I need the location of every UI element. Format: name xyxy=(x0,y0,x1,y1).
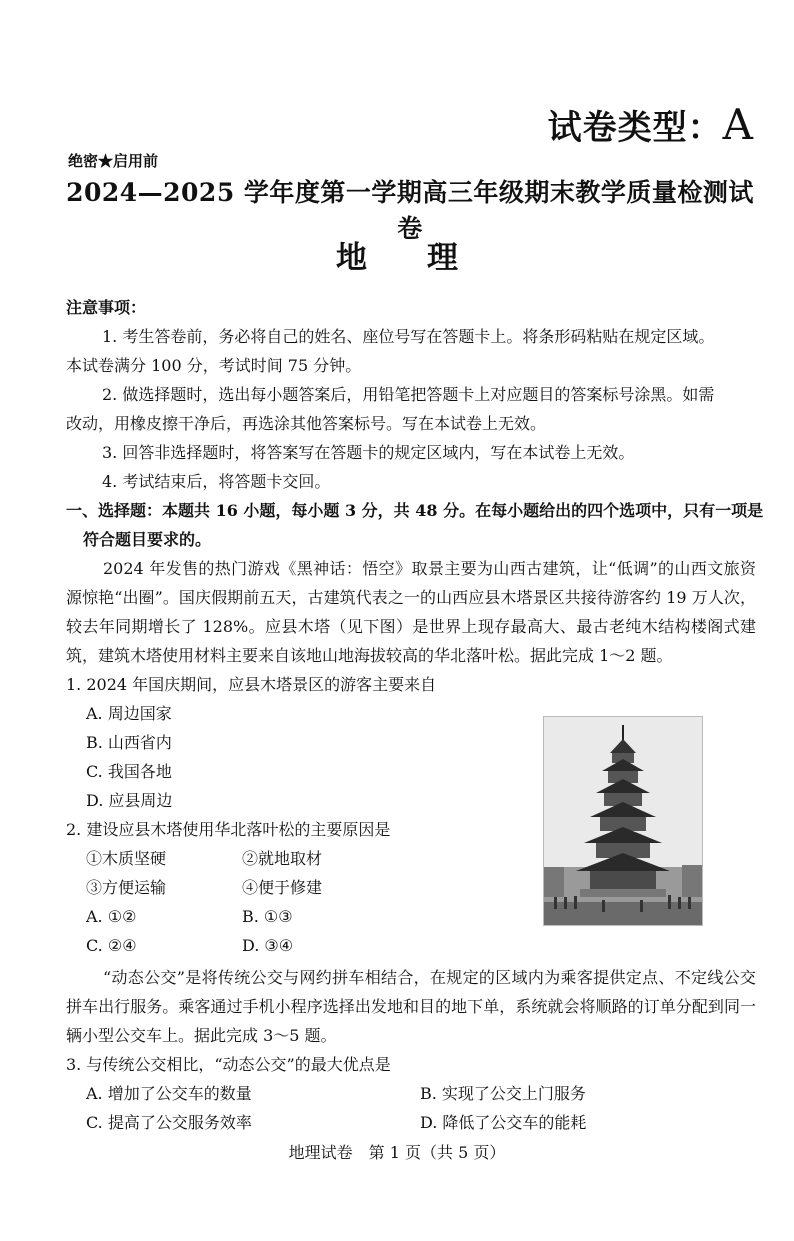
notice-item-3: 3. 回答非选择题时，将答案写在答题卡的规定区域内，写在本试卷上无效。 xyxy=(102,443,635,462)
q2-option-a: A. ①② xyxy=(86,907,137,926)
question-1-stem: 1. 2024 年国庆期间，应县木塔景区的游客主要来自 xyxy=(66,675,437,694)
q2-option-d: D. ③④ xyxy=(242,936,294,955)
page-footer: 地理试卷 第 1 页（共 5 页） xyxy=(288,1143,506,1162)
q1-option-d: D. 应县周边 xyxy=(86,791,173,810)
subject-title: 地理 xyxy=(336,240,518,276)
passage-1: 2024 年发售的热门游戏《黑神话：悟空》取景主要为山西古建筑，让“低调”的山西文旅资源惊艳“出圈”。国庆假期前五天，古建筑代表之一的山西应县木塔景区共接待游客约 19 万人次，较去年同期增长了 128%。应县木塔（见下图）是世界上现存最高大、最古老纯木结构楼阁式建筑，建筑木塔使用材料主要来自该地山地海拔较高的华北落叶松。据此完成 1～2 题。 xyxy=(66,559,756,665)
q2-option-b: B. ①③ xyxy=(242,907,293,926)
section-heading-cont: 符合题目要求的。 xyxy=(83,530,212,549)
notice-heading: 注意事项： xyxy=(66,298,147,317)
exam-title: 2024—2025 学年度第一学期高三年级期末教学质量检测试卷 xyxy=(66,178,754,243)
q2-statement-3: ③方便运输 xyxy=(86,878,167,897)
notice-item-4: 4. 考试结束后，将答题卡交回。 xyxy=(102,472,331,491)
pagoda-illustration xyxy=(544,717,702,925)
notice-item-1: 1. 考生答卷前，务必将自己的姓名、座位号写在答题卡上。将条形码粘贴在规定区域。 xyxy=(102,327,715,346)
q2-option-c: C. ②④ xyxy=(86,936,137,955)
q1-option-a: A. 周边国家 xyxy=(86,704,172,723)
notice-item-2: 2. 做选择题时，选出每小题答案后，用铅笔把答题卡上对应题目的答案标号涂黑。如需 xyxy=(102,385,715,404)
paper-type-label: 试卷类型： xyxy=(547,108,723,148)
notice-item-1-cont: 本试卷满分 100 分，考试时间 75 分钟。 xyxy=(66,356,362,375)
q3-option-d: D. 降低了公交车的能耗 xyxy=(420,1113,587,1132)
passage-2: “动态公交”是将传统公交与网约拼车相结合，在规定的区域内为乘客提供定点、不定线公交拼车出行服务。乘客通过手机小程序选择出发地和目的地下单，系统就会将顺路的订单分配到同一辆小型公交车上。据此完成 3～5 题。 xyxy=(66,968,756,1045)
q2-statement-4: ④便于修建 xyxy=(242,878,323,897)
q1-option-c: C. 我国各地 xyxy=(86,762,172,781)
paper-type xyxy=(548,100,754,149)
notice-item-2-cont: 改动，用橡皮擦干净后，再选涂其他答案标号。写在本试卷上无效。 xyxy=(66,414,547,433)
q1-option-b: B. 山西省内 xyxy=(86,733,172,752)
q3-option-b: B. 实现了公交上门服务 xyxy=(420,1084,586,1103)
paper-type-letter: A xyxy=(722,100,754,149)
q3-option-a: A. 增加了公交车的数量 xyxy=(86,1084,252,1103)
question-2-stem: 2. 建设应县木塔使用华北落叶松的主要原因是 xyxy=(66,820,391,839)
wooden-pagoda-photo xyxy=(543,716,703,926)
q3-option-c: C. 提高了公交服务效率 xyxy=(86,1113,252,1132)
q2-statement-1: ①木质坚硬 xyxy=(86,849,167,868)
section-heading: 一、选择题：本题共 16 小题，每小题 3 分，共 48 分。在每小题给出的四个选项中，只有一项是 xyxy=(66,501,764,520)
q2-statement-2: ②就地取材 xyxy=(242,849,323,868)
secret-label: 绝密★启用前 xyxy=(68,152,159,170)
question-3-stem: 3. 与传统公交相比，“动态公交”的最大优点是 xyxy=(66,1055,391,1074)
